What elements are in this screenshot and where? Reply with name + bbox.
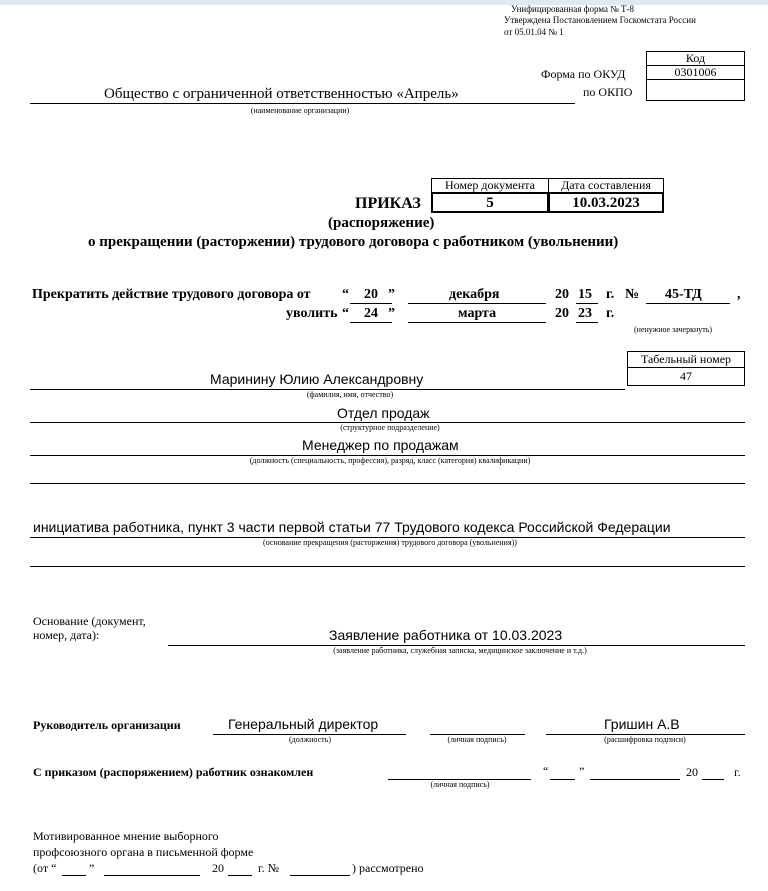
union-line2: профсоюзного органа в письменной форме <box>33 845 254 859</box>
doc-number: 5 <box>431 192 549 213</box>
employee-name: Маринину Юлию Александровну <box>210 371 424 387</box>
union-day-line <box>62 875 86 876</box>
basis-label-1: Основание (документ, <box>33 614 146 628</box>
ack-q-close: ” <box>579 764 585 778</box>
organization-line <box>30 103 575 104</box>
head-position-caption: (должность) <box>289 735 331 744</box>
basis-label-2: номер, дата): <box>33 628 100 642</box>
okpo-label: по ОКПО <box>583 85 633 99</box>
union-q-close: ” <box>89 861 95 875</box>
form-header-line1: Унифицированная форма № Т-8 <box>511 4 635 14</box>
contract-q-open: “ <box>342 287 349 302</box>
top-bar <box>0 0 768 5</box>
organization-caption: (наименование организации) <box>250 106 350 115</box>
union-year-line <box>228 875 252 876</box>
ack-day-line <box>550 779 575 780</box>
position-extra-line <box>30 483 745 484</box>
ack-month-line <box>590 779 680 780</box>
contract-year-prefix: 20 <box>555 287 569 302</box>
union-line3-open: (от “ <box>33 861 57 875</box>
dismiss-q-open: “ <box>342 306 349 321</box>
contract-comma: , <box>737 287 741 302</box>
okpo-value <box>647 80 745 101</box>
ack-year-suffix: г. <box>734 765 741 779</box>
employee-department: Отдел продаж <box>337 405 430 421</box>
dismiss-day: 24 <box>364 306 378 321</box>
ack-q-open: “ <box>543 764 549 778</box>
dismiss-label: уволить <box>286 306 338 321</box>
head-position: Генеральный директор <box>228 716 379 732</box>
dismiss-month: марта <box>458 306 497 321</box>
employee-position: Менеджер по продажам <box>302 437 459 453</box>
union-line1: Мотивированное мнение выборного <box>33 829 219 843</box>
doc-number-label: Номер документа <box>431 178 549 193</box>
dismiss-month-line <box>408 322 546 323</box>
contract-number-sign: № <box>625 287 640 302</box>
head-name-caption: (расшифровка подписи) <box>604 735 686 744</box>
codes-table <box>646 51 745 101</box>
dismiss-day-line <box>350 322 392 323</box>
union-number-line <box>290 875 350 876</box>
grounds-text: инициатива работника, пункт 3 части первой статьи 77 Трудового кодекса Российской Федерации <box>33 519 671 535</box>
head-signature-caption: (личная подпись) <box>447 735 507 744</box>
okud-value: 0301006 <box>647 66 745 80</box>
ack-year-prefix: 20 <box>686 765 698 779</box>
dismiss-year-prefix: 20 <box>555 306 569 321</box>
contract-q-close: ” <box>388 287 395 302</box>
contract-year-line <box>576 303 598 304</box>
doc-subtitle: (распоряжение) <box>328 215 435 231</box>
contract-year-suffix: г. <box>606 287 615 302</box>
contract-year: 15 <box>578 287 592 302</box>
dismiss-year: 23 <box>578 306 592 321</box>
contract-number: 45-ТД <box>665 287 702 302</box>
tab-number-label: Табельный номер <box>627 351 745 368</box>
dismiss-year-suffix: г. <box>606 306 615 321</box>
okud-label: Форма по ОКУД <box>541 67 626 81</box>
union-line3-end: ) рассмотрено <box>352 861 424 875</box>
doc-heading: о прекращении (расторжении) трудового договора с работником (увольнении) <box>88 234 619 250</box>
position-caption: (должность (специальность, профессия), разряд, класс (категория) квалификации) <box>249 456 531 465</box>
dismiss-q-close: ” <box>388 306 395 321</box>
contract-label: Прекратить действие трудового договора от <box>32 287 311 302</box>
head-name: Гришин А.В <box>604 716 680 732</box>
contract-day: 20 <box>364 287 378 302</box>
code-header: Код <box>647 52 745 66</box>
union-year: 20 <box>212 861 224 875</box>
contract-month-line <box>408 303 546 304</box>
ack-signature-caption: (личная подпись) <box>430 780 490 789</box>
employee-name-caption: (фамилия, имя, отчество) <box>306 390 394 399</box>
grounds-extra-line <box>30 566 745 567</box>
ack-label: С приказом (распоряжением) работник ознакомлен <box>33 765 314 779</box>
contract-month: декабря <box>449 287 500 302</box>
grounds-caption: (основание прекращения (расторжения) трудового договора (увольнения)) <box>263 538 517 547</box>
doc-date-label: Дата составления <box>548 178 664 193</box>
organization-name: Общество с ограниченной ответственностью «Апрель» <box>104 86 459 102</box>
form-header-line3: от 05.01.04 № 1 <box>504 27 564 37</box>
contract-number-line <box>646 303 730 304</box>
form-header-line2: Утверждена Постановлением Госкомстата России <box>504 15 696 25</box>
basis-value: Заявление работника от 10.03.2023 <box>329 627 563 643</box>
department-caption: (структурное подразделение) <box>340 423 440 432</box>
strike-note: (ненужное зачеркнуть) <box>634 325 713 334</box>
ack-year-line <box>702 779 724 780</box>
union-number-label: г. № <box>258 861 280 875</box>
contract-day-line <box>350 303 392 304</box>
dismiss-year-line <box>576 322 598 323</box>
union-month-line <box>104 875 200 876</box>
head-label: Руководитель организации <box>33 718 181 732</box>
doc-title: ПРИКАЗ <box>355 195 421 212</box>
tab-number: 47 <box>627 367 745 386</box>
doc-date: 10.03.2023 <box>548 192 664 213</box>
basis-caption: (заявление работника, служебная записка, медицинское заключение и т.д.) <box>333 646 587 655</box>
